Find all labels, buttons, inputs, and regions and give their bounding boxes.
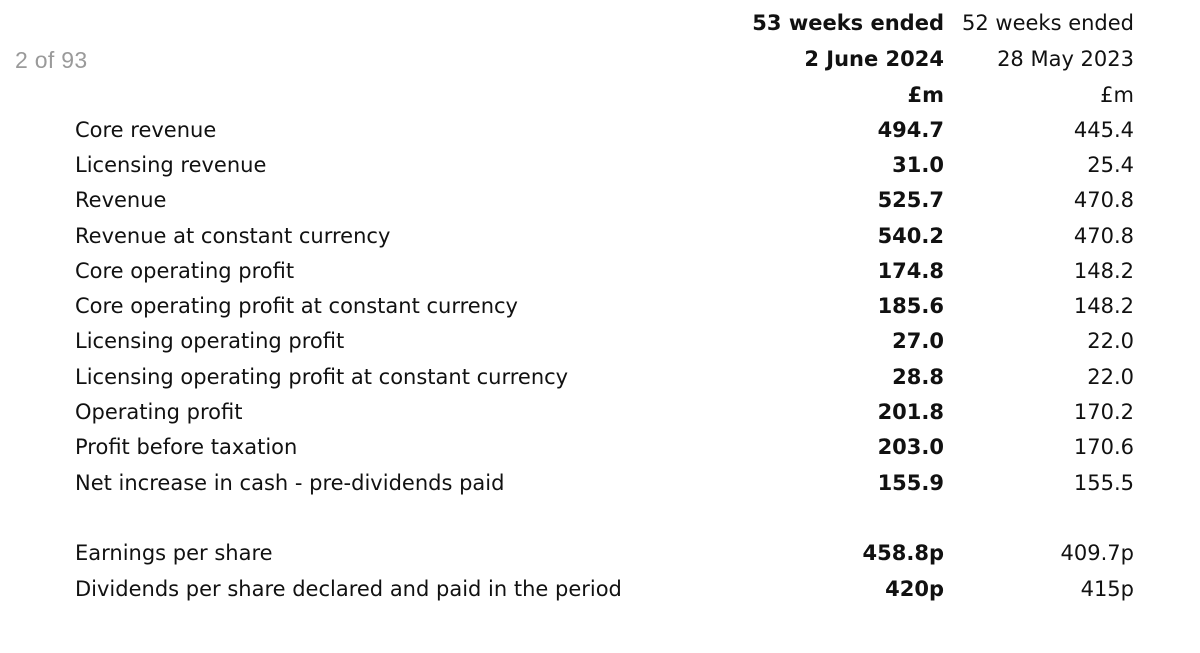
table-row [0,292,1200,322]
row-label: Profit before taxation [75,435,298,459]
page-counter: 2 of 93 [15,47,88,73]
row-current-value: 28.8 [892,365,944,389]
row-label: Licensing operating profit [75,329,345,353]
table-row [0,433,1200,463]
table-row [0,469,1200,499]
table-row [0,327,1200,357]
row-label: Core operating profit at constant currency [75,294,518,318]
row-current-value: 27.0 [892,329,944,353]
table-row [0,257,1200,287]
current-period-date: 2 June 2024 [804,47,944,71]
row-previous-value: 470.8 [1073,224,1134,248]
table-row [0,575,1200,605]
row-previous-value: 170.2 [1073,400,1134,424]
row-previous-value: 22.0 [1087,365,1134,389]
row-previous-value: 409.7p [1060,541,1134,565]
row-current-value: 174.8 [877,259,944,283]
previous-period-unit: £m [1100,83,1134,107]
row-label: Revenue [75,188,167,212]
row-previous-value: 170.6 [1073,435,1134,459]
table-row [0,186,1200,216]
row-current-value: 458.8p [862,541,944,565]
row-label: Net increase in cash - pre-dividends paid [75,471,505,495]
row-previous-value: 415p [1080,577,1134,601]
current-period-label: 53 weeks ended [752,11,944,35]
row-current-value: 420p [885,577,944,601]
row-previous-value: 470.8 [1073,188,1134,212]
table-row [0,116,1200,146]
row-previous-value: 148.2 [1073,294,1134,318]
row-previous-value: 148.2 [1073,259,1134,283]
row-label: Licensing revenue [75,153,267,177]
row-current-value: 31.0 [892,153,944,177]
table-row [0,222,1200,252]
row-current-value: 494.7 [877,118,944,142]
row-current-value: 201.8 [877,400,944,424]
row-current-value: 185.6 [877,294,944,318]
row-current-value: 155.9 [877,471,944,495]
row-previous-value: 22.0 [1087,329,1134,353]
table-row [0,151,1200,181]
row-label: Core operating profit [75,259,295,283]
row-current-value: 203.0 [877,435,944,459]
row-previous-value: 155.5 [1073,471,1134,495]
row-label: Operating profit [75,400,243,424]
row-current-value: 540.2 [877,224,944,248]
row-label: Core revenue [75,118,217,142]
table-row [0,398,1200,428]
row-label: Revenue at constant currency [75,224,391,248]
table-row [0,539,1200,569]
row-previous-value: 25.4 [1087,153,1134,177]
previous-period-date: 28 May 2023 [997,47,1134,71]
row-current-value: 525.7 [877,188,944,212]
row-label: Licensing operating profit at constant currency [75,365,569,389]
row-label: Earnings per share [75,541,273,565]
previous-period-label: 52 weeks ended [962,11,1134,35]
row-label: Dividends per share declared and paid in the period [75,577,622,601]
row-previous-value: 445.4 [1073,118,1134,142]
current-period-unit: £m [907,83,944,107]
table-row [0,363,1200,393]
